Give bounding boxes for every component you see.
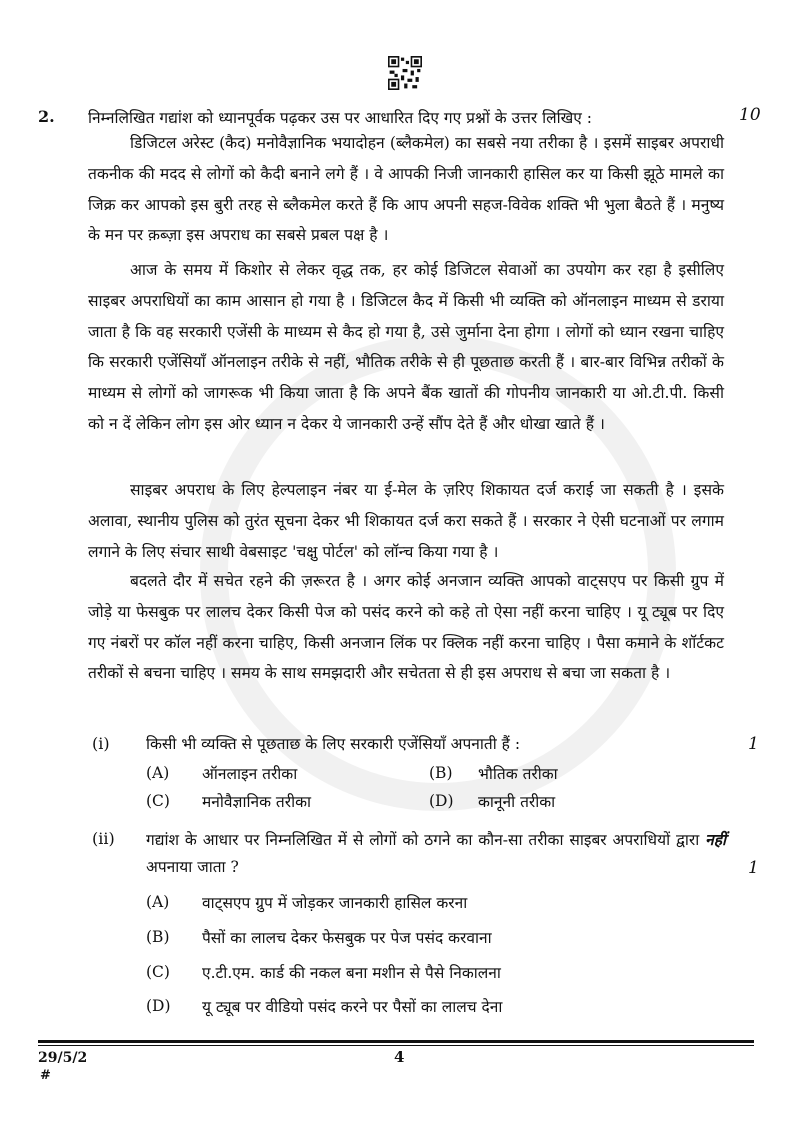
passage-paragraph-4: बदलते दौर में सचेत रहने की ज़रूरत है । अगर कोई अनजान व्यक्ति आपको वाट्सएप पर किसी ग्रुप में जोड़े या फेसबुक पर लालच देकर किसी पेज को पसंद करने को कहे तो ऐसा नहीं करना चाहिए । यू ट्यूब पर दिए गए नंबरों पर कॉल नहीं करना चाहिए, किसी अनजान लिंक पर क्लिक नहीं करना चाहिए । पैसा कमाने के शॉर्टकट तरीकों से बचना चाहिए । समय के साथ समझदारी और सचेतता से ही इस अपराध से बचा जा सकता है । bbox=[88, 572, 724, 683]
q2-option-d-letter: (D) bbox=[146, 997, 171, 1015]
q2-option-c-text: ए.टी.एम. कार्ड की नकल बना मशीन से पैसे निकालना bbox=[202, 964, 501, 982]
question-instruction: निम्नलिखित गद्यांश को ध्यानपूर्वक पढ़कर उस पर आधारित दिए गए प्रश्नों के उत्तर लिखिए : bbox=[88, 109, 593, 127]
subquestion-1-text: किसी भी व्यक्ति से पूछताछ के लिए सरकारी एजेंसियाँ अपनाती हैं : bbox=[146, 735, 521, 753]
q2-option-b-letter: (B) bbox=[146, 928, 170, 946]
q2-option-b-text: पैसों का लालच देकर फेसबुक पर पेज पसंद करवाना bbox=[202, 929, 492, 947]
footer-rule bbox=[38, 1040, 754, 1043]
q1-option-c-letter: (C) bbox=[146, 792, 170, 810]
qr-code-icon bbox=[388, 56, 422, 90]
passage-paragraph-2: आज के समय में किशोर से लेकर वृद्ध तक, हर कोई डिजिटल सेवाओं का उपयोग कर रहा है इसीलिए साइबर अपराधियों का काम आसान हो गया है । डिजिटल कैद में किसी भी व्यक्ति को ऑनलाइन माध्यम से डराया जाता है कि वह सरकारी एजेंसी के माध्यम से कैद हो गया है, उसे जुर्माना देना होगा । लोगों को ध्यान रखना चाहिए कि सरकारी एजेंसियाँ ऑनलाइन तरीके से नहीं, भौतिक तरीके से ही पूछताछ करती हैं । बार-बार विभिन्न तरीकों के माध्यम से लोगों को जागरूक भी किया जाता है कि अपने बैंक खातों की गोपनीय जानकारी या ओ.टी.पी. किसी को न दें लेकिन लोग इस ओर ध्यान न देकर ये जानकारी उन्हें सौंप देते हैं और धोखा खाते हैं । bbox=[88, 261, 724, 433]
question-number: 2. bbox=[38, 107, 55, 126]
q2-option-a-letter: (A) bbox=[146, 893, 170, 911]
q1-option-b-text: भौतिक तरीका bbox=[478, 765, 558, 783]
subquestion-2-text bbox=[146, 826, 726, 881]
q2-option-d-text: यू ट्यूब पर वीडियो पसंद करने पर पैसों का लालच देना bbox=[202, 998, 503, 1016]
passage-paragraph-1: डिजिटल अरेस्ट (कैद) मनोवैज्ञानिक भयादोहन (ब्लैकमेल) का सबसे नया तरीका है । इसमें साइबर अपराधी तकनीक की मदद से लोगों को कैदी बनाने लगे हैं । वे आपकी निजी जानकारी हासिल कर या किसी झूठे मामले का जिक्र कर आपको इस बुरी तरह से ब्लैकमेल करते हैं कि आप अपनी सहज-विवेक शक्ति भी भुला बैठते हैं । मनुष्य के मन पर क़ब्ज़ा इस अपराध का सबसे प्रबल पक्ष है । bbox=[88, 134, 724, 245]
question-marks: 10 bbox=[739, 105, 761, 125]
page-number: 4 bbox=[394, 1048, 405, 1066]
q2-option-a-text: वाट्सएप ग्रुप में जोड़कर जानकारी हासिल करना bbox=[202, 894, 468, 912]
subquestion-2-marks: 1 bbox=[748, 858, 759, 878]
passage-paragraph-3: साइबर अपराध के लिए हेल्पलाइन नंबर या ई-मेल के ज़रिए शिकायत दर्ज कराई जा सकती है । इसके अलावा, स्थानीय पुलिस को तुरंत सूचना देकर भी शिकायत दर्ज करा सकते हैं । सरकार ने ऐसी घटनाओं पर लगाम लगाने के लिए संचार साथी वेबसाइट 'चक्षु पोर्टल' को लॉन्च किया गया है । bbox=[88, 481, 724, 561]
q1-option-d-letter: (D) bbox=[429, 792, 454, 810]
subquestion-1-label: (i) bbox=[92, 734, 110, 753]
q1-option-a-letter: (A) bbox=[146, 764, 170, 782]
q1-option-d-text: कानूनी तरीका bbox=[478, 793, 556, 811]
paper-code: 29/5/2 bbox=[38, 1050, 88, 1066]
q1-option-c-text: मनोवैज्ञानिक तरीका bbox=[202, 793, 312, 811]
q1-option-a-text: ऑनलाइन तरीका bbox=[202, 765, 298, 783]
subquestion-2-emphasis: नहीं bbox=[705, 830, 726, 849]
subquestion-2-text-before: गद्यांश के आधार पर निम्नलिखित में से लोगों को ठगने का कौन-सा तरीका साइबर अपराधियों द्वारा bbox=[146, 831, 700, 849]
subquestion-2-text-after: अपनाया जाता ? bbox=[146, 858, 239, 876]
subquestion-2-label: (ii) bbox=[92, 829, 115, 848]
footer-rule-thin bbox=[38, 1045, 754, 1046]
q1-option-b-letter: (B) bbox=[429, 764, 453, 782]
q2-option-c-letter: (C) bbox=[146, 963, 170, 981]
subquestion-1-marks: 1 bbox=[748, 734, 759, 754]
footer-hash: # bbox=[40, 1068, 51, 1083]
